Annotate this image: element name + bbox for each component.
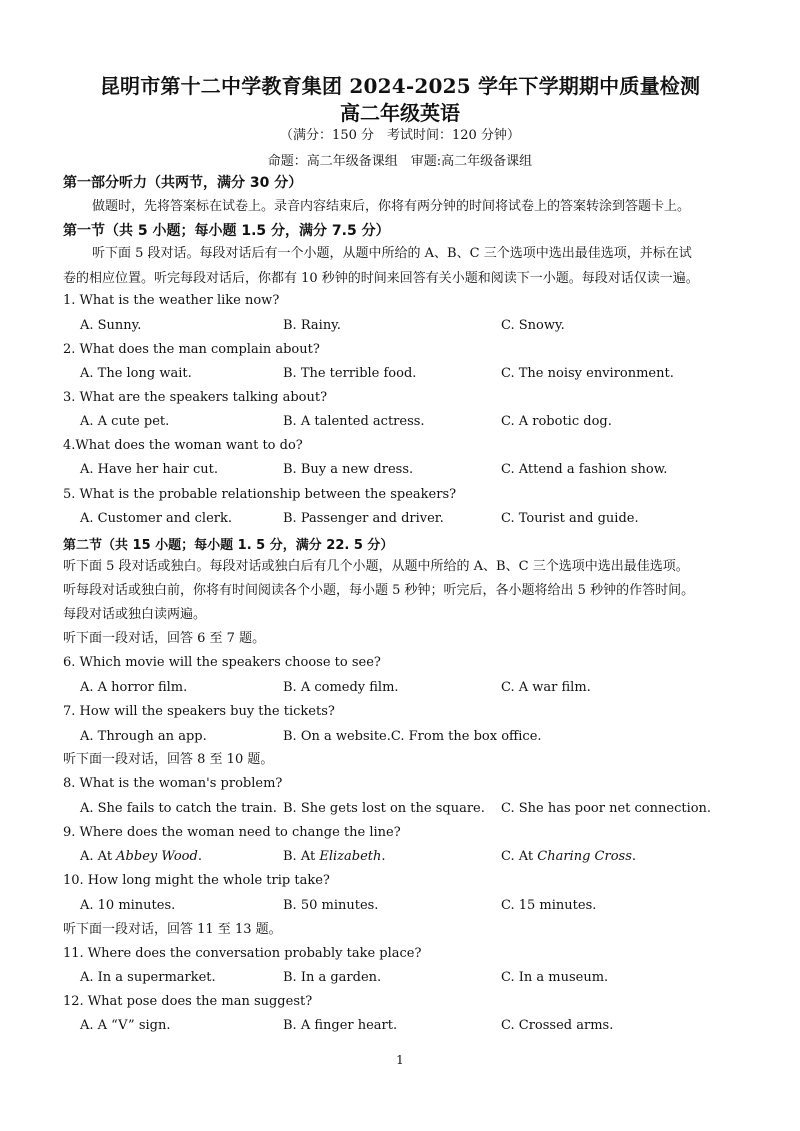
exam-subtitle: 高二年级英语 [340,101,460,125]
option-a [80,849,202,864]
option-b: B. In a garden. [283,970,382,985]
option-prefix: A. At [80,849,117,864]
option-a: A. In a supermarket. [80,970,216,985]
place-name: Elizabeth [319,849,382,864]
question-stem: 3. What are the speakers talking about? [63,390,328,405]
section1-heading: 第一节（共 5 小题；每小题 1.5 分，满分 7.5 分） [63,223,390,239]
page-number: 1 [396,1053,404,1067]
option-b: B. A talented actress. [283,414,425,429]
question-stem: 4.What does the woman want to do? [63,438,303,453]
option-a: A. A cute pet. [80,414,170,429]
question-stem: 11. Where does the conversation probably take place? [63,946,422,961]
option-a: A. The long wait. [80,366,192,381]
section1-intro-2: 卷的相应位置。听完每段对话后，你都有 10 秒钟的时间来回答有关小题和阅读下一小题。每段对话仅读一遍。 [63,271,699,286]
option-period: . [631,849,637,864]
exam-title: 昆明市第十二中学教育集团 2024-2025 学年下学期期中质量检测 [99,74,701,98]
question-stem: 5. What is the probable relationship between the speakers? [63,487,457,502]
cue-6-7: 听下面一段对话，回答 6 至 7 题。 [63,631,266,646]
option-c: C. Snowy. [501,318,565,333]
score-time: （满分：150 分 考试时间：120 分钟） [280,128,520,143]
option-b: B. The terrible food. [283,366,417,381]
option-c: C. In a museum. [501,970,609,985]
option-c: C. Tourist and guide. [501,511,639,526]
option-c [501,849,636,864]
place-name: Abbey Wood [116,849,198,864]
authors: 命题：高二年级备课组 审题:高二年级备课组 [267,154,533,169]
cue-11-13: 听下面一段对话，回答 11 至 13 题。 [63,922,282,937]
question-stem: 7. How will the speakers buy the tickets? [63,704,335,719]
option-c: C. She has poor net connection. [501,801,712,816]
section2-intro-3: 每段对话或独白读两遍。 [63,607,207,622]
option-c: C. A robotic dog. [501,414,612,429]
option-c: C. A war film. [501,680,591,695]
option-c: C. 15 minutes. [501,898,597,913]
option-a: A. Sunny. [80,318,142,333]
part1-heading: 第一部分听力（共两节，满分 30 分） [63,175,303,191]
question-stem: 9. Where does the woman need to change the line? [63,825,401,840]
question-stem: 2. What does the man complain about? [63,342,320,357]
option-a: A. She fails to catch the train. [80,801,277,816]
option-c: C. Attend a fashion show. [501,462,668,477]
option-prefix: C. At [501,849,538,864]
option-a: A. A horror film. [80,680,188,695]
place-name: Charing Cross [537,849,632,864]
option-a: A. 10 minutes. [80,898,176,913]
option-b: B. On a website.C. From the box office. [283,729,542,744]
part1-intro: 做题时，先将答案标在试卷上。录音内容结束后，你将有两分钟的时间将试卷上的答案转涂到答题卡上。 [92,199,691,214]
question-stem: 6. Which movie will the speakers choose to see? [63,655,381,670]
section2-intro-1: 听下面 5 段对话或独白。每段对话或独白后有几个小题，从题中所给的 A、B、C 三个选项中选出最佳选项。 [63,559,689,574]
option-a: A. Customer and clerk. [80,511,232,526]
section2-intro-2: 听每段对话或独白前，你将有时间阅读各个小题，每小题 5 秒钟；听完后，各小题将给出 5 秒钟的作答时间。 [63,583,695,598]
option-c: C. The noisy environment. [501,366,674,381]
option-a: A. A “V” sign. [80,1018,171,1033]
question-stem: 10. How long might the whole trip take? [63,873,330,888]
option-period: . [381,849,386,864]
option-b: B. Buy a new dress. [283,462,414,477]
option-b: B. 50 minutes. [283,898,379,913]
section1-intro-1: 听下面 5 段对话。每段对话后有一个小题，从题中所给的 A、B、C 三个选项中选出最佳选项，并标在试 [92,246,692,261]
option-c: C. Crossed arms. [501,1018,614,1033]
question-stem: 12. What pose does the man suggest? [63,994,313,1009]
question-stem: 1. What is the weather like now? [63,293,280,308]
option-b: B. A finger heart. [283,1018,398,1033]
option-a: A. Through an app. [80,729,207,744]
option-a: A. Have her hair cut. [80,462,218,477]
option-period: . [197,849,202,864]
option-b: B. She gets lost on the square. [283,801,485,816]
option-b: B. A comedy film. [283,680,399,695]
question-stem: 8. What is the woman's problem? [63,776,283,791]
cue-8-10: 听下面一段对话，回答 8 至 10 题。 [63,752,274,767]
option-prefix: B. At [283,849,320,864]
option-b: B. Passenger and driver. [283,511,444,526]
section2-heading: 第二节（共 15 小题；每小题 1. 5 分，满分 22. 5 分） [63,538,394,553]
option-b: B. Rainy. [283,318,341,333]
option-b [283,849,386,864]
